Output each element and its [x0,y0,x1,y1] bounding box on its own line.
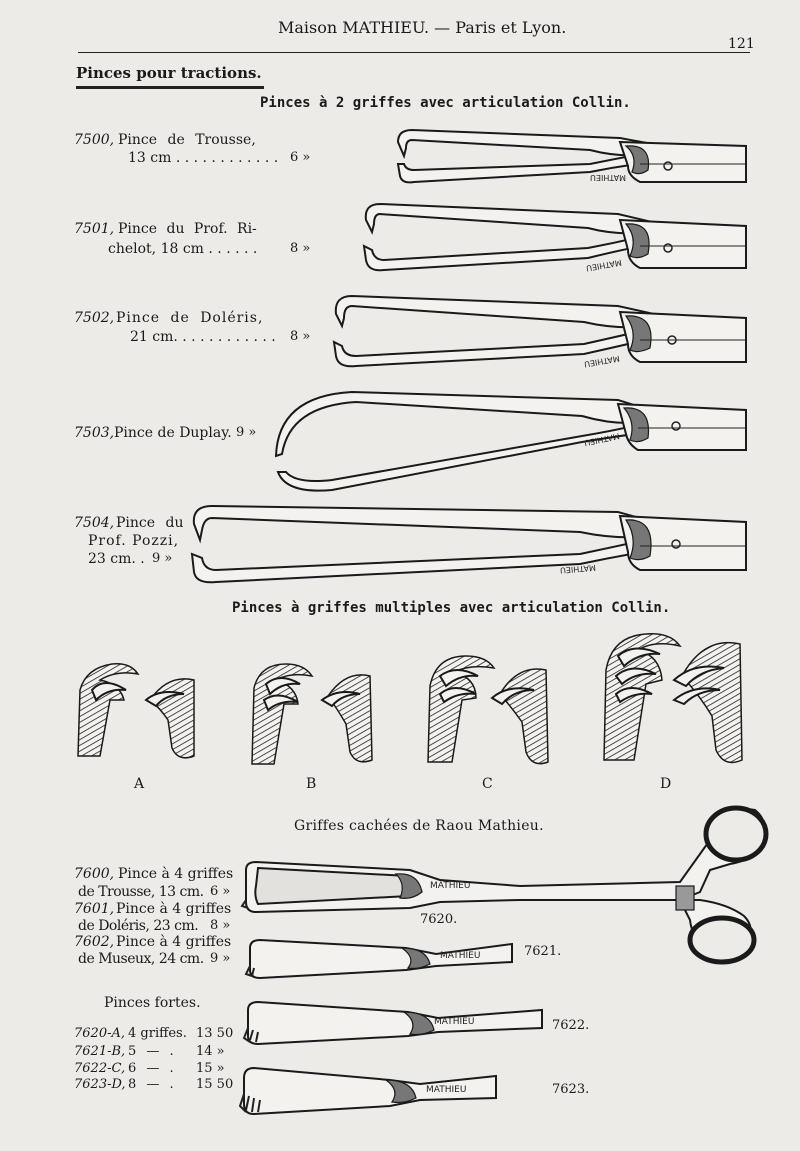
forceps-7622-illustration [244,998,546,1048]
item-number: 7504, [74,515,115,531]
row-price: 14 » [196,1044,225,1059]
item-line1: Pince à 4 griffes [116,901,232,917]
stamp-text: MATHIEU [440,951,481,961]
item-number: 7500, [74,132,115,148]
item-line1: Pince du Prof. Ri- [118,221,257,237]
item-number: 7503, [74,425,115,441]
row-desc: 8 — . [128,1077,174,1092]
item-line2: 21 cm. . . . . . . . . . . . [130,329,276,345]
stamp-text: MATHIEU [430,881,471,891]
item-line2: 13 cm . . . . . . . . . . . . [128,150,279,166]
maker-mark: MATHIEU [590,173,626,182]
item-line1: Pince de Doléris, [116,310,264,326]
figure-label-7620: 7620. [420,912,458,927]
item-price: 6 » [210,884,231,899]
item-price: 9 » [210,951,231,966]
jaw-label-c: C [482,776,493,792]
group3-heading: Griffes cachées de Raou Mathieu. [294,818,544,834]
item-number: 7501, [74,221,115,237]
maker-mark: MATHIEU [559,562,597,575]
running-title: Maison MATHIEU. — Paris et Lyon. [278,18,567,37]
figure-label-7622: 7622. [552,1018,590,1033]
group2-heading: Pinces à griffes multiples avec articulation Collin. [232,600,671,616]
item-line1: Pince du [116,515,184,531]
pinces-fortes-heading: Pinces fortes. [104,995,201,1011]
stamp-text: MATHIEU [434,1017,475,1027]
item-line1: Pince de Trousse, [118,132,256,148]
item-line2: Prof. Pozzi, [88,533,180,549]
stamp-text: MATHIEU [426,1085,467,1095]
row-desc: 5 — . [128,1044,174,1059]
item-line1: Pince à 4 griffes [118,866,234,882]
figure-label-7623: 7623. [552,1082,590,1097]
figure-label-7621: 7621. [524,944,562,959]
item-price: 8 » [290,241,311,256]
item-price: 9 » [236,425,257,440]
item-number: 7601, [74,901,115,917]
jaw-c [428,656,548,764]
row-number: 7623-D, [74,1077,126,1092]
item-line2: chelot, 18 cm . . . . . . [108,241,258,257]
row-price: 13 50 [196,1026,234,1041]
row-price: 15 » [196,1061,225,1076]
group1-heading: Pinces à 2 griffes avec articulation Collin. [260,95,631,111]
forceps-7623-illustration [240,1064,500,1118]
row-number: 7621-B, [74,1044,126,1059]
item-line2: de Doléris, 23 cm. [78,918,199,934]
item-number: 7602, [74,934,115,950]
jaw-a [78,664,194,758]
jaw-d [604,634,742,763]
row-desc: 4 griffes. [128,1026,187,1041]
maker-mark: MATHIEU [583,431,621,448]
item-price: 8 » [290,329,311,344]
row-number: 7620-A, [74,1026,125,1041]
jaw-label-a: A [134,776,145,792]
item-price: 8 » [210,918,231,933]
item-number: 7502, [74,310,115,326]
section-title: Pinces pour tractions. [76,64,262,82]
row-number: 7622-C, [74,1061,126,1076]
item-price: 6 » [290,150,311,165]
jaw-label-b: B [306,776,317,792]
item-line1: Pince à 4 griffes [116,934,232,950]
maker-mark: MATHIEU [583,353,621,369]
jaw-b [252,664,372,764]
jaw-label-d: D [660,776,672,792]
item-line3: 23 cm. . [88,551,145,567]
row-desc: 6 — . [128,1061,174,1076]
page-number: 121 [728,36,755,52]
item-line1: Pince de Duplay. [114,425,232,441]
item-line2: de Trousse, 13 cm. [78,884,204,900]
row-price: 15 50 [196,1077,234,1092]
maker-mark: MATHIEU [585,257,623,273]
item-line2: de Museux, 24 cm. [78,951,204,967]
item-number: 7600, [74,866,115,882]
item-price: 9 » [152,551,173,566]
forceps-7621-illustration [246,936,516,982]
